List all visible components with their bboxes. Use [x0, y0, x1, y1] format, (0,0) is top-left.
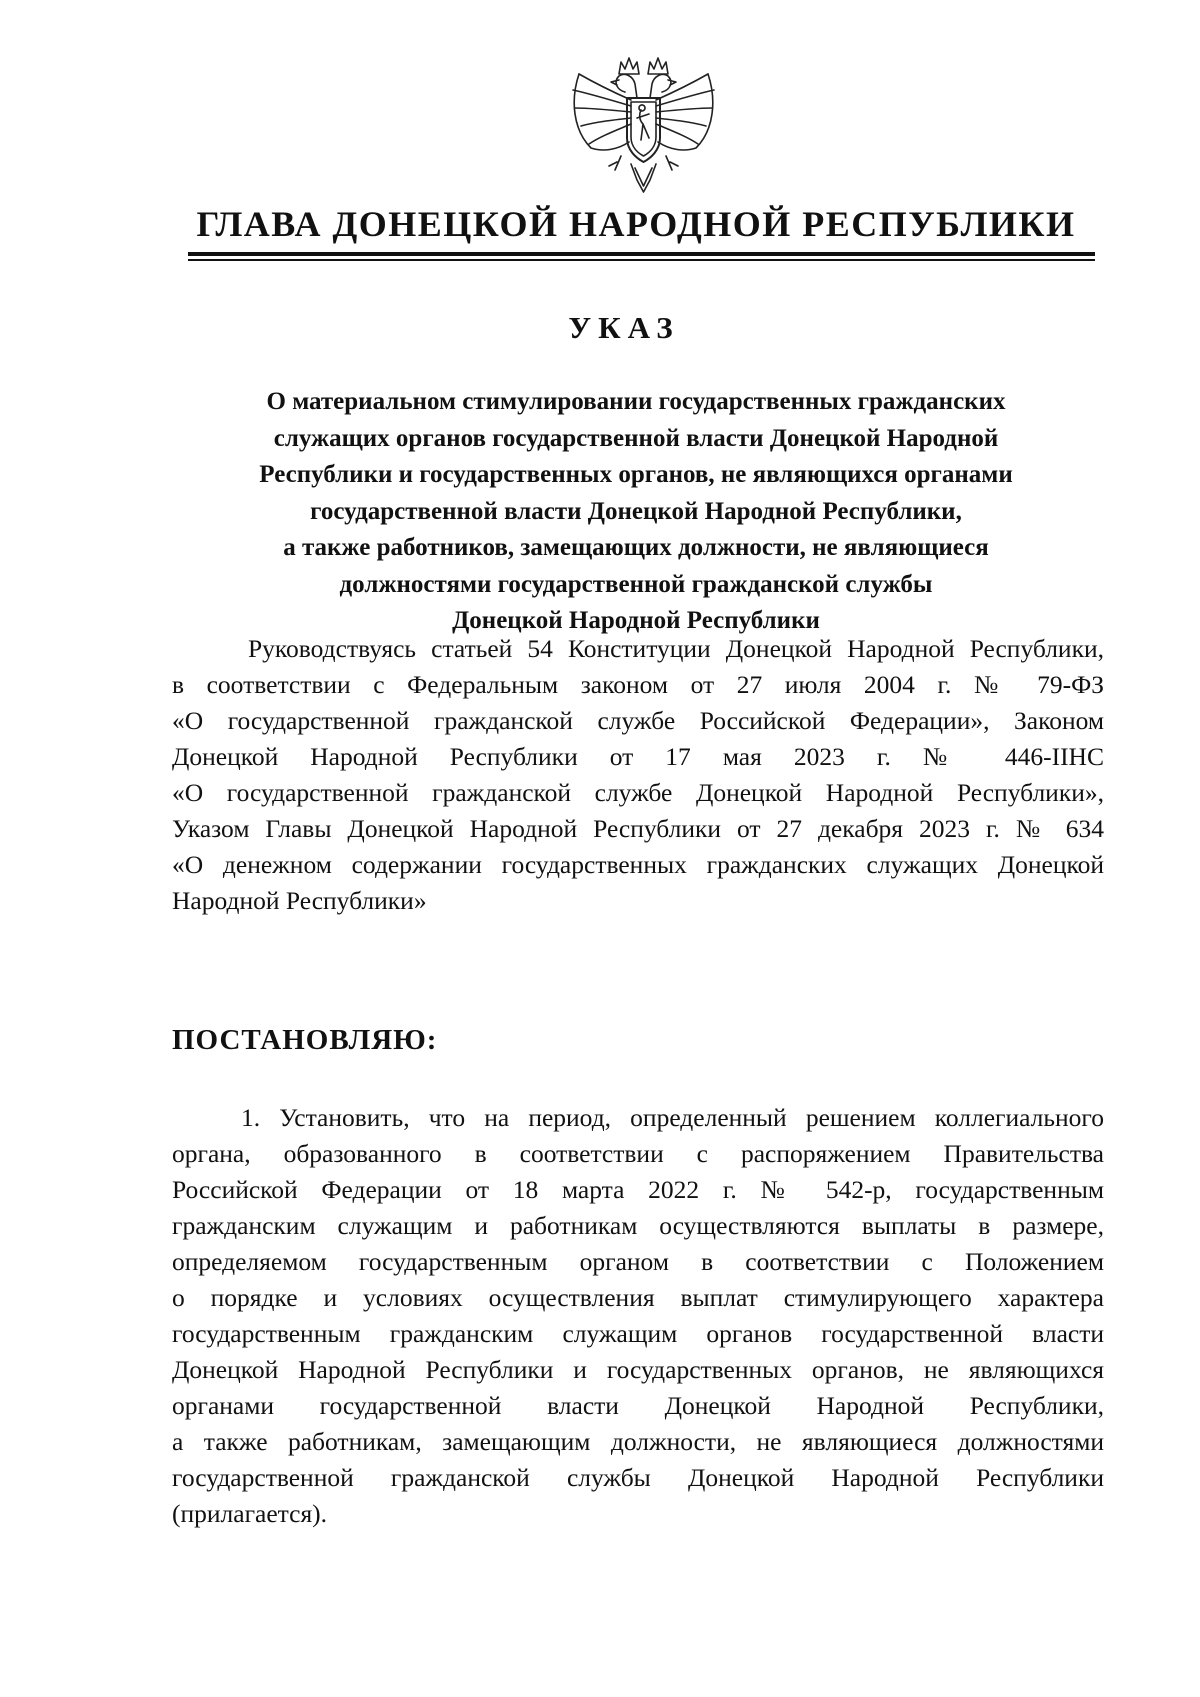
- clause-line: государственным гражданским служащим органов государственной власти: [172, 1319, 1104, 1348]
- preamble-line: «О денежном содержании государственных гражданских служащих Донецкой: [172, 850, 1104, 879]
- document-type-heading: УКАЗ: [568, 310, 680, 345]
- title-line: должностями государственной гражданской службы: [339, 570, 933, 598]
- title-line: О материальном стимулировании государственных гражданских: [266, 388, 1006, 415]
- preamble-line: «О государственной гражданской службе Российской Федерации», Законом: [172, 706, 1104, 735]
- clause-line: о порядке и условиях осуществления выплат стимулирующего характера: [172, 1283, 1104, 1312]
- clause-line: государственной гражданской службы Донецкой Народной Республики: [172, 1463, 1104, 1492]
- title-line: Донецкой Народной Республики: [452, 607, 820, 634]
- title-line: Республики и государственных органов, не являющихся органами: [259, 461, 1013, 488]
- clause-line: а также работникам, замещающим должности, не являющиеся должностями: [172, 1427, 1104, 1456]
- title-line: а также работников, замещающих должности, не являющиеся: [283, 534, 989, 561]
- clause-line: гражданским служащим и работникам осуществляются выплаты в размере,: [172, 1211, 1104, 1240]
- coat-of-arms-emblem: [561, 52, 726, 202]
- clause-line: Донецкой Народной Республики и государственных органов, не являющихся: [172, 1355, 1104, 1384]
- clause-line: органами государственной власти Донецкой Народной Республики,: [172, 1391, 1104, 1420]
- clause-line: органа, образованного в соответствии с распоряжением Правительства: [172, 1139, 1104, 1168]
- clause-line: определяемом государственным органом в соответствии с Положением: [172, 1247, 1104, 1276]
- header-divider-thin: [188, 259, 1095, 261]
- preamble-line: «О государственной гражданской службе Донецкой Народной Республики»,: [172, 778, 1104, 807]
- header-divider-thick: [188, 252, 1095, 256]
- preamble-line: Указом Главы Донецкой Народной Республики от 27 декабря 2023 г. № 634: [172, 814, 1104, 843]
- clause-line: Российской Федерации от 18 марта 2022 г. № 542-р, государственным: [172, 1175, 1104, 1204]
- preamble-line: в соответствии с Федеральным законом от 27 июля 2004 г. № 79-ФЗ: [172, 670, 1104, 699]
- clause-line: (прилагается).: [172, 1499, 328, 1528]
- decree-operative-word: ПОСТАНОВЛЯЮ:: [172, 1024, 438, 1056]
- clause-line: 1. Установить, что на период, определенный решением коллегиального: [241, 1103, 1104, 1132]
- issuing-authority-heading: ГЛАВА ДОНЕЦКОЙ НАРОДНОЙ РЕСПУБЛИКИ: [196, 204, 1076, 244]
- title-line: служащих органов государственной власти Донецкой Народной: [273, 424, 999, 452]
- preamble-line: Народной Республики»: [172, 886, 427, 915]
- preamble-line: Донецкой Народной Республики от 17 мая 2023 г. № 446-IIНС: [172, 742, 1104, 771]
- title-line: государственной власти Донецкой Народной Республики,: [310, 497, 962, 525]
- preamble-line: Руководствуясь статьей 54 Конституции Донецкой Народной Республики,: [248, 634, 1104, 663]
- decree-title: [170, 384, 1102, 640]
